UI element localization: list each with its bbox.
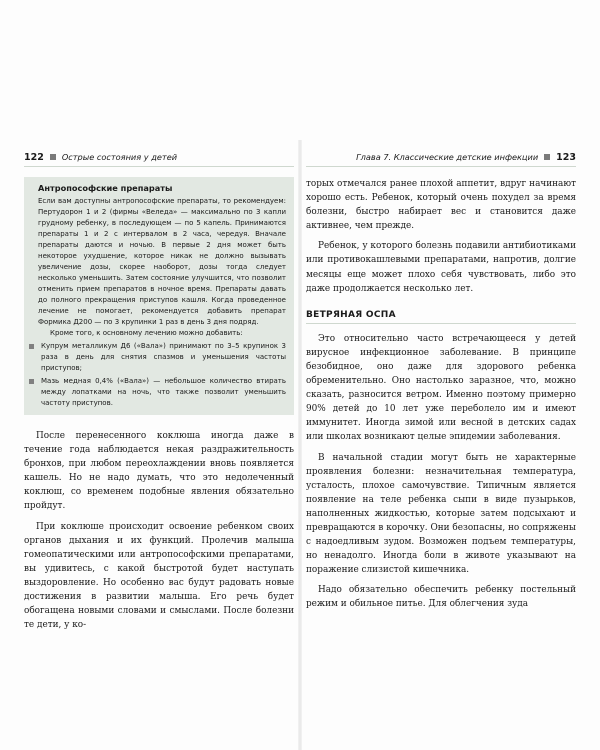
right-page-number: 123 [556,151,576,163]
square-bullet-icon [29,344,34,349]
right-running-head [306,150,576,167]
body-paragraph: В начальной стадии могут быть не характерные проявления болезни: незначительная температура, усталость, плохое самочувствие. Типичным является появление на теле ребенка сыпи в виде пузырьков, наполненных жидкостью, которые затем подсыхают и превращаются в корочку. Они безопасны, но сопряжены с надоедливым зудом. Возможен подъем температуры, но ненадолго. Иногда боли в животе указывают на поражение слизистой кишечника. [306,452,576,576]
anthroposophic-sidebar [24,177,294,415]
right-page [306,150,576,612]
right-body-text-bottom [306,332,576,612]
square-bullet-icon [544,154,550,160]
body-paragraph: После перенесенного коклюша иногда даже в течение года наблюдается некая раздражительность бронхов, при любом переохлаждении вновь появляется кашель. Но не надо думать, что это недолеченный коклюш, со временем подобные явления обязательно пройдут. [24,431,294,512]
sidebar-bullet-text: Мазь медная 0,4% («Вала») — небольшое количество втирать между лопатками на ночь, что также позволит уменьшить частоту приступов. [41,377,286,407]
square-bullet-icon [29,379,34,384]
section-title: ВЕТРЯНАЯ ОСПА [306,310,576,324]
right-running-title: Глава 7. Классические детские инфекции [356,152,539,162]
square-bullet-icon [50,154,56,160]
sidebar-paragraph-1: Если вам доступны антропософские препараты, то рекомендуем: Пертудорон 1 и 2 (фирмы «Веледа» — максимально по 3 капли грудному ребенку, в последующем — по 5 капель. Принимаются препараты 1 и 2 с интервалом в 2 часа, чередуя. Вначале препараты даются и ночью. В первые 2 дня может быть некоторое ухудшение, которое никак не должно вызывать увеличение дозы, скорее наоборот, дозы тогда следует несколько уменьшить. Затем состояние улучшится, что позволит отменить прием препаратов в ночное время. Препараты давать до полного прекращения приступов кашля. Когда проведенное лечение не помогает, рекомендуется добавить препарат Формика Д200 — по 3 крупинки 1 раз в день 3 дня подряд. [38,197,286,326]
right-body-text-top [306,177,576,296]
sidebar-paragraph-2: Кроме того, к основному лечению можно добавить: [50,329,243,337]
left-page [24,150,294,632]
sidebar-bullet-text: Купрум металликум Д6 («Вала») принимают по 3–5 крупинок 3 раза в день для снятия спазмов и уменьшения частоты приступов; [41,342,286,372]
sidebar-bullet-item [38,341,286,374]
body-paragraph: Ребенок, у которого болезнь подавили антибиотиками или противокашлевыми препаратами, напротив, долгие месяцы еще может плохо себя чувствовать, либо это даже продолжается несколько лет. [306,241,576,294]
left-running-title: Острые состояния у детей [61,152,178,162]
sidebar-title: Антропософские препараты [38,183,173,193]
body-paragraph: При коклюше происходит освоение ребенком своих органов дыхания и их функций. Пролечив малыша гомеопатическими или антропософскими препаратами, вы удивитесь, с какой быстротой будет наступать выздоровление. Но особенно вас будут радовать новые достижения в развитии малыша. Его речь будет обогащена новыми словами и смыслами. После болезни те дети, у ко- [24,521,294,631]
left-body-text [24,429,294,632]
left-page-number: 122 [24,151,44,163]
left-running-head [24,150,294,167]
sidebar-bullet-item [38,376,286,409]
body-paragraph: Это относительно часто встречающееся у детей вирусное инфекционное заболевание. В принципе безобидное, оно даже для здорового ребенка обременительно. Оно настолько заразное, что, можно сказать, разносится ветром. Именно поэтому примерно 90% детей до 10 лет уже переболело им и имеют иммунитет. Иногда зимой или весной в детских садах или школах возникают целые эпидемии заболевания. [306,333,576,443]
book-gutter [298,140,302,750]
body-paragraph: Надо обязательно обеспечить ребенку постельный режим и обильное питье. Для облегчения зуда [306,585,576,610]
body-paragraph: торых отмечался ранее плохой аппетит, вдруг начинают хорошо есть. Ребенок, который очень похудел за время болезни, быстро набирает вес и становится даже активнее, чем прежде. [306,179,576,232]
